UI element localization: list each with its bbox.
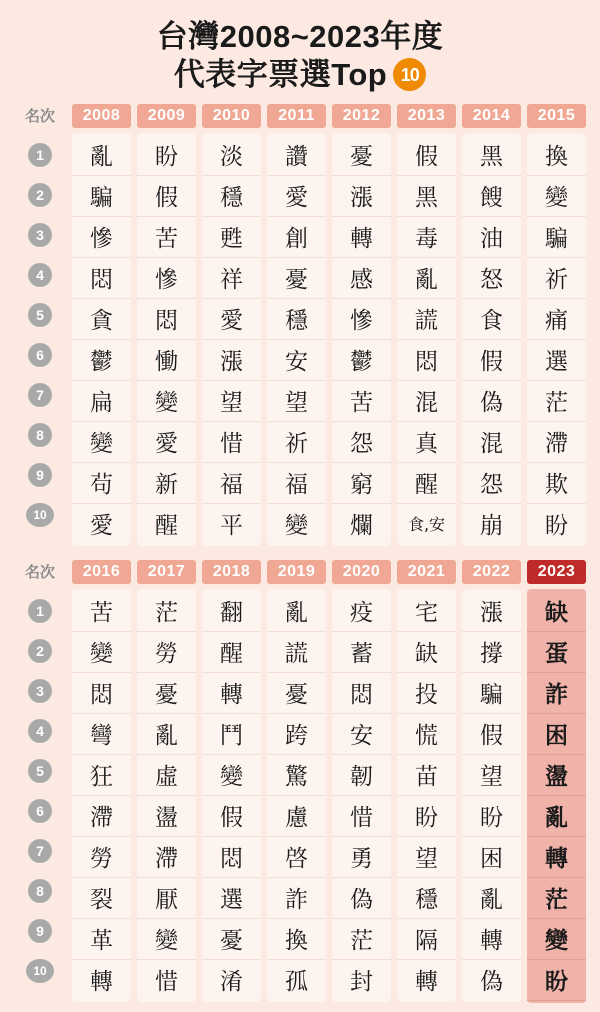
word-cell: 選 [527, 340, 586, 381]
year-column-body [332, 589, 391, 1002]
word-cell: 假 [202, 796, 261, 837]
rank-badge: 6 [28, 343, 52, 367]
word-cell: 轉 [527, 837, 586, 878]
year-header-2011[interactable]: 2011 [267, 104, 326, 128]
top10-badge: 10 [393, 58, 426, 91]
word-cell: 爛 [350, 513, 373, 540]
word-cell: 轉 [202, 673, 261, 714]
word-cell: 亂 [267, 591, 326, 632]
word-cell: 漲 [462, 591, 521, 632]
word-cell: 偽 [332, 878, 391, 919]
rank-badge: 4 [28, 719, 52, 743]
word-cell: 虛 [137, 755, 196, 796]
word-cell: 苗 [397, 755, 456, 796]
word-cell: 謊 [397, 299, 456, 340]
word-cell: 宅 [397, 591, 456, 632]
rank-badge: 1 [28, 143, 52, 167]
word-cell: 憂 [137, 673, 196, 714]
word-cell: 崩 [480, 513, 503, 540]
word-cell: 亂 [72, 135, 131, 176]
year-column-2015[interactable] [527, 104, 586, 546]
word-cell: 愛 [267, 176, 326, 217]
word-cell: 變 [137, 919, 196, 960]
table-block-first-half [14, 104, 586, 546]
word-cell: 安 [332, 714, 391, 755]
year-grid-2016-2023 [14, 560, 586, 1003]
year-column-body [527, 133, 586, 546]
word-cell: 選 [202, 878, 261, 919]
year-header-2013[interactable]: 2013 [397, 104, 456, 128]
year-header-2022[interactable]: 2022 [462, 560, 521, 584]
year-column-body [202, 133, 261, 546]
word-cell: 孤 [285, 969, 308, 996]
rank-badge: 8 [28, 879, 52, 903]
rank-badge: 7 [28, 383, 52, 407]
rank-cell [26, 255, 54, 295]
word-cell: 隔 [397, 919, 456, 960]
year-column-2018[interactable] [202, 560, 261, 1002]
year-column-2023[interactable] [527, 560, 586, 1003]
year-header-2015[interactable]: 2015 [527, 104, 586, 128]
year-column-body [462, 133, 521, 546]
word-cell: 慘 [72, 217, 131, 258]
rank-badge: 3 [28, 679, 52, 703]
rank-column-header: 名次 [24, 564, 55, 582]
word-cell: 悶 [202, 837, 261, 878]
word-cell: 變 [72, 422, 131, 463]
word-cell: 厭 [137, 878, 196, 919]
word-cell: 盼 [527, 960, 586, 1001]
word-cell: 裂 [72, 878, 131, 919]
word-cell: 穩 [267, 299, 326, 340]
word-cell: 慟 [137, 340, 196, 381]
word-cell: 望 [397, 837, 456, 878]
year-column-2022[interactable] [462, 560, 521, 1002]
word-cell: 轉 [415, 969, 438, 996]
word-cell: 望 [202, 381, 261, 422]
word-cell: 扁 [72, 381, 131, 422]
word-cell: 怨 [332, 422, 391, 463]
year-column-2016[interactable] [72, 560, 131, 1002]
year-header-2014[interactable]: 2014 [462, 104, 521, 128]
rank-badge: 3 [28, 223, 52, 247]
word-cell: 慮 [267, 796, 326, 837]
rank-cell [26, 951, 54, 991]
word-cell: 轉 [462, 919, 521, 960]
word-cell: 鬥 [202, 714, 261, 755]
word-cell: 望 [267, 381, 326, 422]
year-header-2010[interactable]: 2010 [202, 104, 261, 128]
word-cell: 困 [462, 837, 521, 878]
rank-cell [26, 911, 54, 951]
word-cell: 油 [462, 217, 521, 258]
rank-badge: 2 [28, 183, 52, 207]
year-column-body [267, 589, 326, 1002]
word-cell: 撐 [462, 632, 521, 673]
word-cell: 茍 [72, 463, 131, 504]
word-cell: 轉 [332, 217, 391, 258]
year-column-body [72, 589, 131, 1002]
word-cell: 盼 [397, 796, 456, 837]
rank-cell [26, 135, 54, 175]
rank-cell [26, 671, 54, 711]
word-cell: 福 [267, 463, 326, 504]
rank-badge: 5 [28, 303, 52, 327]
word-cell: 騙 [527, 217, 586, 258]
word-cell: 憂 [267, 673, 326, 714]
year-column-body [332, 133, 391, 546]
rank-cell [26, 711, 54, 751]
word-cell: 悶 [72, 258, 131, 299]
word-cell: 福 [202, 463, 261, 504]
word-cell: 勞 [72, 837, 131, 878]
word-cell: 愛 [137, 422, 196, 463]
word-cell: 茫 [137, 591, 196, 632]
year-column-2013[interactable] [397, 104, 456, 546]
rank-badge: 1 [28, 599, 52, 623]
word-cell: 混 [462, 422, 521, 463]
word-cell: 盼 [137, 135, 196, 176]
rank-badge: 10 [26, 959, 54, 983]
rank-badge: 10 [26, 503, 54, 527]
word-cell: 盪 [137, 796, 196, 837]
year-column-2014[interactable] [462, 104, 521, 546]
word-cell: 惜 [332, 796, 391, 837]
word-cell: 換 [527, 135, 586, 176]
year-column-body [462, 589, 521, 1002]
word-cell: 淆 [220, 969, 243, 996]
year-header-2012[interactable]: 2012 [332, 104, 391, 128]
rank-cell [26, 831, 54, 871]
year-header-2023[interactable]: 2023 [527, 560, 586, 584]
year-column-2010[interactable] [202, 104, 261, 546]
word-cell: 漲 [332, 176, 391, 217]
year-column-2021[interactable] [397, 560, 456, 1002]
word-cell: 亂 [527, 796, 586, 837]
word-cell: 蛋 [527, 632, 586, 673]
word-cell: 貪 [72, 299, 131, 340]
word-cell: 跨 [267, 714, 326, 755]
word-cell: 醒 [397, 463, 456, 504]
word-cell: 毒 [397, 217, 456, 258]
year-header-2008[interactable]: 2008 [72, 104, 131, 128]
rank-badge: 5 [28, 759, 52, 783]
word-cell: 偽 [480, 969, 503, 996]
year-column-body [267, 133, 326, 546]
word-cell: 慘 [332, 299, 391, 340]
year-column-2012[interactable] [332, 104, 391, 546]
rank-badge: 9 [28, 919, 52, 943]
word-cell: 困 [527, 714, 586, 755]
word-cell: 黑 [397, 176, 456, 217]
word-cell: 窮 [332, 463, 391, 504]
word-cell: 彎 [72, 714, 131, 755]
year-column-body [72, 133, 131, 546]
word-cell: 穩 [397, 878, 456, 919]
year-header-2021[interactable]: 2021 [397, 560, 456, 584]
word-cell: 滯 [527, 422, 586, 463]
word-cell: 怨 [462, 463, 521, 504]
word-cell: 詐 [527, 673, 586, 714]
year-column-body [397, 133, 456, 546]
rank-cell [26, 495, 54, 535]
rank-list [26, 589, 54, 991]
rank-badge: 2 [28, 639, 52, 663]
rank-badge: 7 [28, 839, 52, 863]
word-cell: 鬱 [72, 340, 131, 381]
word-cell: 茫 [527, 381, 586, 422]
rank-cell [26, 375, 54, 415]
rank-badge: 8 [28, 423, 52, 447]
year-column-body [527, 589, 586, 1003]
word-cell: 憂 [202, 919, 261, 960]
word-cell: 變 [72, 632, 131, 673]
word-cell: 封 [350, 969, 373, 996]
word-cell: 悶 [397, 340, 456, 381]
word-cell: 謊 [267, 632, 326, 673]
rank-badge: 4 [28, 263, 52, 287]
word-cell: 醒 [155, 513, 178, 540]
title-line-2-text: 代表字票選Top [173, 56, 388, 92]
rank-column-header: 名次 [24, 108, 55, 126]
rank-badge: 9 [28, 463, 52, 487]
rank-cell [26, 175, 54, 215]
year-column-body [397, 589, 456, 1002]
word-cell: 缺 [397, 632, 456, 673]
word-cell: 革 [72, 919, 131, 960]
word-cell: 欺 [527, 463, 586, 504]
word-cell: 痛 [527, 299, 586, 340]
rank-cell [26, 751, 54, 791]
word-cell: 餿 [462, 176, 521, 217]
word-cell: 新 [137, 463, 196, 504]
word-cell: 驚 [267, 755, 326, 796]
word-cell: 惜 [155, 969, 178, 996]
word-cell: 假 [137, 176, 196, 217]
word-cell: 啓 [267, 837, 326, 878]
word-cell: 假 [462, 714, 521, 755]
word-cell: 缺 [527, 591, 586, 632]
word-cell: 苦 [332, 381, 391, 422]
word-cell: 混 [397, 381, 456, 422]
word-cell: 漲 [202, 340, 261, 381]
year-column-2017[interactable] [137, 560, 196, 1002]
word-cell: 盪 [527, 755, 586, 796]
word-cell: 憂 [332, 135, 391, 176]
word-cell: 騙 [462, 673, 521, 714]
year-header-2018[interactable]: 2018 [202, 560, 261, 584]
word-cell: 祈 [527, 258, 586, 299]
word-cell: 憂 [267, 258, 326, 299]
word-cell: 偽 [462, 381, 521, 422]
word-cell: 慌 [397, 714, 456, 755]
word-cell: 祥 [202, 258, 261, 299]
word-cell: 換 [267, 919, 326, 960]
table-block-second-half [14, 560, 586, 1003]
word-cell: 淡 [202, 135, 261, 176]
rank-cell [26, 871, 54, 911]
word-cell: 盼 [462, 796, 521, 837]
word-cell: 亂 [137, 714, 196, 755]
word-cell: 滯 [72, 796, 131, 837]
year-column-body [202, 589, 261, 1002]
word-cell: 蓄 [332, 632, 391, 673]
word-cell: 惜 [202, 422, 261, 463]
rank-column [14, 560, 66, 991]
word-cell: 食 [462, 299, 521, 340]
year-column-body [137, 589, 196, 1002]
year-column-2011[interactable] [267, 104, 326, 546]
word-cell: 悶 [137, 299, 196, 340]
word-cell: 鬱 [332, 340, 391, 381]
word-cell: 轉 [90, 969, 113, 996]
word-cell: 勞 [137, 632, 196, 673]
word-cell: 愛 [202, 299, 261, 340]
rank-cell [26, 295, 54, 335]
word-cell: 投 [397, 673, 456, 714]
title-line-2 [14, 56, 586, 94]
page-title [14, 18, 586, 94]
word-cell: 創 [267, 217, 326, 258]
word-cell: 勇 [332, 837, 391, 878]
word-cell: 亂 [462, 878, 521, 919]
title-line-1: 台灣2008~2023年度 [156, 19, 444, 54]
word-cell: 穩 [202, 176, 261, 217]
year-grid-2008-2015 [14, 104, 586, 546]
word-cell: 悶 [332, 673, 391, 714]
rank-column [14, 104, 66, 535]
word-cell: 食,安 [407, 515, 446, 535]
word-cell: 望 [462, 755, 521, 796]
word-cell: 韌 [332, 755, 391, 796]
rank-cell [26, 215, 54, 255]
word-cell: 變 [527, 919, 586, 960]
word-cell: 茫 [332, 919, 391, 960]
year-header-2020[interactable]: 2020 [332, 560, 391, 584]
word-cell: 翻 [202, 591, 261, 632]
year-header-2009[interactable]: 2009 [137, 104, 196, 128]
rank-list [26, 133, 54, 535]
year-column-2020[interactable] [332, 560, 391, 1002]
rank-cell [26, 335, 54, 375]
word-cell: 醒 [202, 632, 261, 673]
word-cell: 狂 [72, 755, 131, 796]
year-header-2019[interactable]: 2019 [267, 560, 326, 584]
word-cell: 疫 [332, 591, 391, 632]
word-cell: 苦 [137, 217, 196, 258]
rank-cell [26, 591, 54, 631]
year-column-2008[interactable] [72, 104, 131, 546]
rank-cell [26, 631, 54, 671]
year-column-2009[interactable] [137, 104, 196, 546]
word-cell: 變 [527, 176, 586, 217]
rank-cell [26, 455, 54, 495]
word-cell: 盼 [545, 513, 568, 540]
word-cell: 變 [137, 381, 196, 422]
word-cell: 安 [267, 340, 326, 381]
word-cell: 悶 [72, 673, 131, 714]
rank-cell [26, 415, 54, 455]
word-cell: 平 [220, 513, 243, 540]
word-cell: 假 [397, 135, 456, 176]
word-cell: 亂 [397, 258, 456, 299]
word-cell: 變 [202, 755, 261, 796]
year-header-2016[interactable]: 2016 [72, 560, 131, 584]
year-column-body [137, 133, 196, 546]
word-cell: 茫 [527, 878, 586, 919]
word-cell: 真 [397, 422, 456, 463]
word-cell: 甦 [202, 217, 261, 258]
word-cell: 感 [332, 258, 391, 299]
word-cell: 黑 [462, 135, 521, 176]
rank-cell [26, 791, 54, 831]
word-cell: 詐 [267, 878, 326, 919]
word-cell: 滯 [137, 837, 196, 878]
word-cell: 慘 [137, 258, 196, 299]
rank-badge: 6 [28, 799, 52, 823]
word-cell: 騙 [72, 176, 131, 217]
word-cell: 祈 [267, 422, 326, 463]
word-cell: 變 [285, 513, 308, 540]
word-cell: 愛 [90, 513, 113, 540]
word-cell: 讚 [267, 135, 326, 176]
word-cell: 苦 [72, 591, 131, 632]
year-header-2017[interactable]: 2017 [137, 560, 196, 584]
word-cell: 假 [462, 340, 521, 381]
year-column-2019[interactable] [267, 560, 326, 1002]
word-cell: 怒 [462, 258, 521, 299]
